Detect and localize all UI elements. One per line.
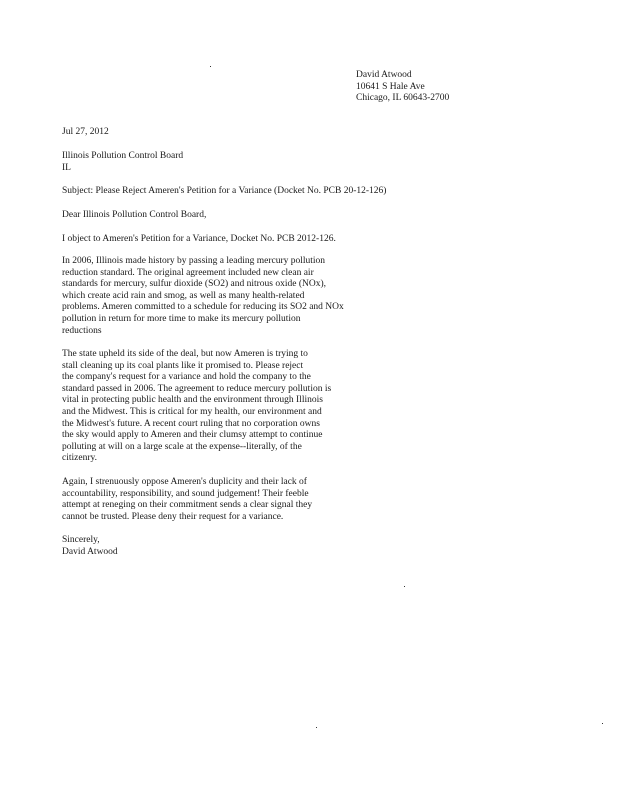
paragraph-3 [62,477,312,523]
signature-name: David Atwood [62,546,118,557]
letter-date: Jul 27, 2012 [62,127,109,137]
sender-address-block [356,70,449,105]
paragraph-line: vital in protecting public health and the environment through Illinois [62,395,323,406]
paragraph-line: standard passed in 2006. The agreement to reduce mercury pollution is [62,383,332,394]
paragraph-line: In 2006, Illinois made history by passing a leading mercury pollution [62,256,326,266]
paragraph-1 [62,256,344,337]
paragraph-line: Again, I strenuously oppose Ameren's duplicity and their lack of [62,477,307,487]
paragraph-line: citizenry. [62,453,97,464]
recipient-state: IL [62,162,71,173]
paragraph-line: the company's request for a variance and hold the company to the [62,372,311,383]
recipient-block [62,151,183,174]
paragraph-2 [62,349,331,465]
sender-street: 10641 S Hale Ave [356,81,425,92]
paragraph-line: which create acid rain and smog, as well as many health-related [62,290,305,301]
paragraph-line: accountability, responsibility, and sound judgement! Their feeble [62,488,309,499]
paragraph-line: pollution in return for more time to make its mercury pollution [62,313,301,324]
scan-speck [316,727,317,728]
paragraph-line: the Midwest's future. A recent court ruling that no corporation owns [62,418,320,429]
paragraph-line: problems. Ameren committed to a schedule for reducing its SO2 and NOx [62,302,344,313]
paragraph-line: stall cleaning up its coal plants like it promised to. Please reject [62,360,304,371]
paragraph-line: attempt at reneging on their commitment sends a clear signal they [62,500,313,511]
paragraph-line: the sky would apply to Ameren and their clumsy attempt to continue [62,430,323,441]
paragraph-line: The state upheld its side of the deal, but now Ameren is trying to [62,349,308,359]
closing-block [62,535,118,558]
paragraph-line: polluting at will on a large scale at the expense--literally, of the [62,441,302,452]
scan-speck [602,723,603,724]
scan-speck [210,66,211,67]
scan-speck [404,586,405,587]
salutation: Dear Illinois Pollution Control Board, [62,210,207,220]
sender-name: David Atwood [356,70,412,80]
subject-line: Subject: Please Reject Ameren's Petition for a Variance (Docket No. PCB 20-12-126) [62,186,387,196]
closing: Sincerely, [62,535,100,545]
objection-line: I object to Ameren's Petition for a Variance, Docket No. PCB 2012-126. [62,234,336,244]
paragraph-line: reductions [62,325,102,336]
paragraph-line: cannot be trusted. Please deny their request for a variance. [62,511,284,522]
recipient-org: Illinois Pollution Control Board [62,151,184,161]
sender-city: Chicago, IL 60643-2700 [356,93,450,104]
paragraph-line: and the Midwest. This is critical for my health, our environment and [62,406,322,417]
paragraph-line: standards for mercury, sulfur dioxide (SO2) and nitrous oxide (NOx), [62,279,327,290]
paragraph-line: reduction standard. The original agreement included new clean air [62,267,314,278]
